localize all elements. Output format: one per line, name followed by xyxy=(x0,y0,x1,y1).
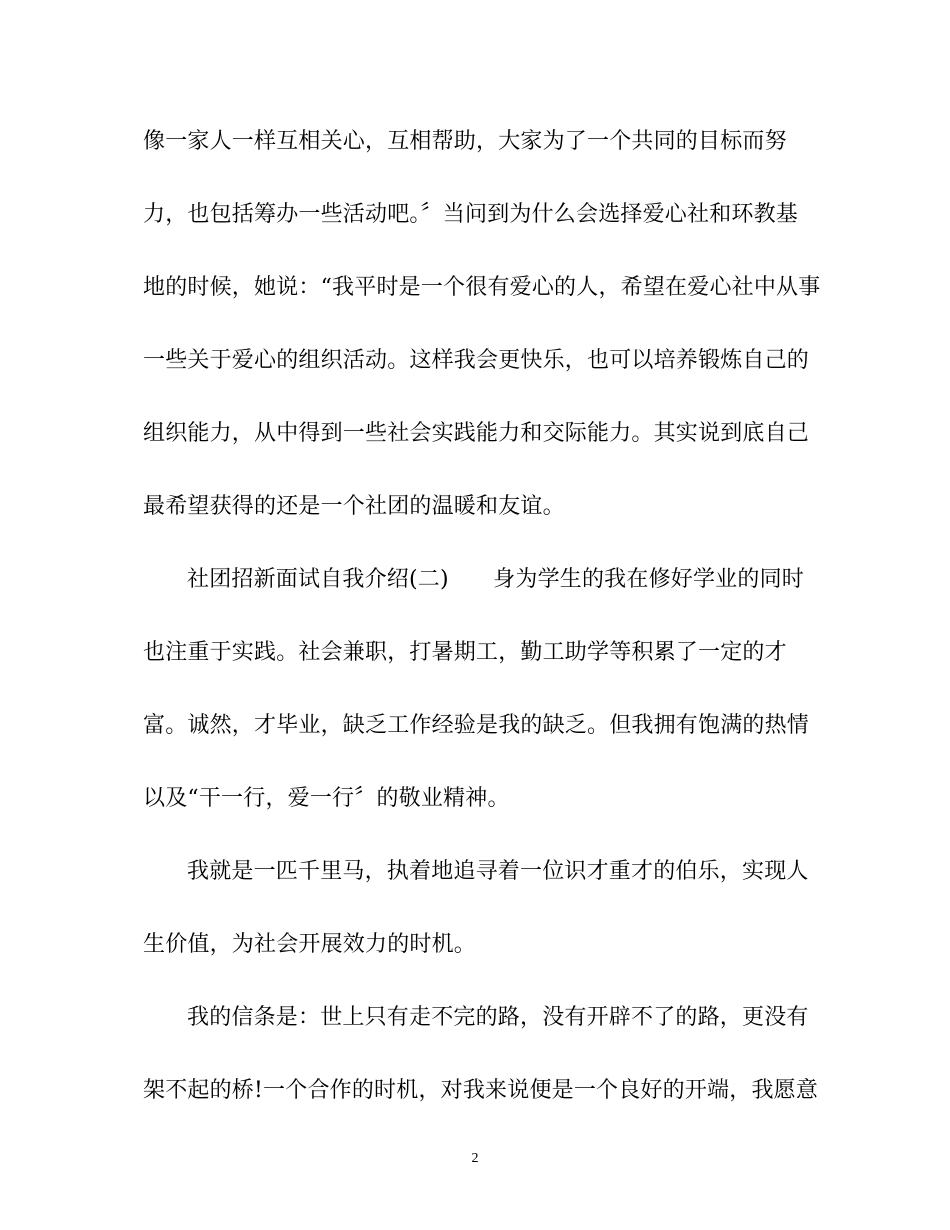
text-line: 像一家人一样互相关心，互相帮助，大家为了一个共同的目标而努 xyxy=(143,129,787,154)
text-line: 地的时候，她说：“我平时是一个很有爱心的人，希望在爱心社中从事 xyxy=(143,275,821,300)
text-line: 以及“干一行，爱一行〞的敬业精神。 xyxy=(143,786,510,811)
text-line: 我的信条是：世上只有走不完的路，没有开辟不了的路，更没有 xyxy=(187,1005,809,1030)
page-number: 2 xyxy=(471,1151,479,1166)
text-line: 我就是一匹千里马，执着地追寻着一位识才重才的伯乐，实现人 xyxy=(187,859,809,884)
text-line: 一些关于爱心的组织活动。这样我会更快乐，也可以培养锻炼自己的 xyxy=(143,348,810,373)
text-line: 组织能力，从中得到一些社会实践能力和交际能力。其实说到底自己 xyxy=(143,421,810,446)
section-heading-line: 社团招新面试自我介绍(二) 身为学生的我在修好学业的同时 xyxy=(187,567,804,592)
text-line: 架不起的桥!一个合作的时机，对我来说便是一个良好的开端，我愿意 xyxy=(143,1078,819,1103)
text-line: 富。诚然，才毕业，缺乏工作经验是我的缺乏。但我拥有饱满的热情 xyxy=(143,713,810,738)
text-line: 最希望获得的还是一个社团的温暖和友谊。 xyxy=(143,494,565,519)
text-line: 生价值，为社会开展效力的时机。 xyxy=(143,932,477,957)
text-line: 也注重于实践。社会兼职，打暑期工，勤工助学等积累了一定的才 xyxy=(143,640,787,665)
text-line: 力，也包括筹办一些活动吧。〞当问到为什么会选择爱心社和环教基 xyxy=(143,202,799,227)
